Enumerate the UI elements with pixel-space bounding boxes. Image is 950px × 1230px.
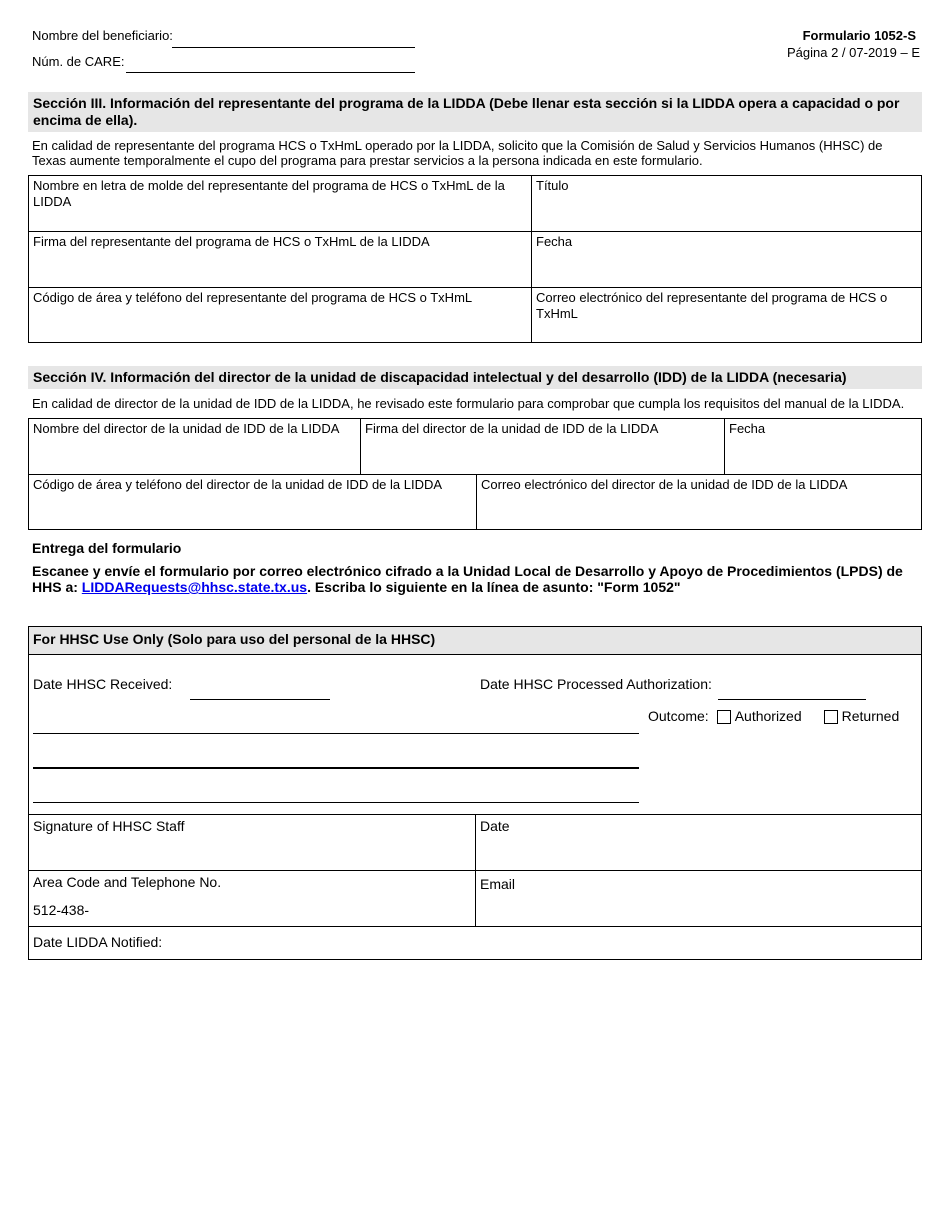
rep-title-field[interactable]: [532, 176, 922, 231]
outcome-row: [648, 708, 899, 724]
date-received-field[interactable]: [190, 699, 330, 700]
staff-email-label: Email: [480, 876, 516, 892]
submission-text-after: . Escriba lo siguiente en la línea de asunto: "Form 1052": [307, 579, 681, 595]
director-email-label: Correo electrónico del director de la unidad de IDD de la LIDDA: [481, 477, 848, 492]
notes-line-2[interactable]: [33, 767, 639, 769]
director-name-field[interactable]: [29, 419, 360, 474]
section4-intro: En calidad de director de la unidad de IDD de la LIDDA, he revisado este formulario para comprobar que cumpla los requisitos del manual de la LIDDA.: [32, 396, 905, 411]
director-signature-label: Firma del director de la unidad de IDD de la LIDDA: [365, 421, 659, 436]
director-email-field[interactable]: [477, 475, 922, 529]
rep-phone-field[interactable]: [29, 288, 531, 342]
returned-checkbox[interactable]: [824, 710, 838, 724]
submission-text-before: Escanee y envíe el formulario por correo electrónico cifrado a la Unidad Local de Desarrollo y Apoyo de Procedimientos (LPDS) de HHS a:: [32, 563, 903, 595]
form-id: Formulario 1052-S: [802, 28, 916, 43]
rep-signature-field[interactable]: [29, 232, 531, 287]
submission-instructions: [32, 563, 912, 595]
date-lidda-label: Date LIDDA Notified:: [33, 934, 163, 950]
staff-phone-label: Area Code and Telephone No.: [33, 874, 222, 890]
director-date-field[interactable]: [725, 419, 922, 474]
section3-intro: En calidad de representante del programa HCS o TxHmL operado por la LIDDA, solicito que la Comisión de Salud y Servicios Humanos (HHSC) de Texas aumente temporalmente el cupo del programa para prestar servicios a la persona indicada en este formulario.: [32, 138, 883, 168]
rep-email-field[interactable]: [532, 288, 922, 342]
section3-grid: [28, 175, 922, 343]
notes-line-1[interactable]: [33, 733, 639, 734]
section3-title: Sección III. Información del representante del programa de la LIDDA (Debe llenar esta sección si la LIDDA opera a capacidad o por encima de ella).: [28, 92, 922, 132]
rep-name-label: Nombre en letra de molde del representante del programa de HCS o TxHmL de la LIDDA: [33, 178, 505, 209]
director-phone-label: Código de área y teléfono del director de la unidad de IDD de la LIDDA: [33, 477, 443, 492]
date-processed-label: Date HHSC Processed Authorization:: [480, 676, 712, 692]
rep-phone-label: Código de área y teléfono del representante del programa de HCS o TxHmL: [33, 290, 473, 305]
rep-name-field[interactable]: [29, 176, 531, 231]
rep-title-label: Título: [536, 178, 569, 193]
staff-date-field[interactable]: [476, 816, 921, 870]
notes-line-3[interactable]: [33, 802, 639, 803]
date-received-label: Date HHSC Received:: [33, 676, 173, 692]
submission-heading: Entrega del formulario: [32, 540, 182, 556]
rep-signature-label: Firma del representante del programa de HCS o TxHmL de la LIDDA: [33, 234, 430, 249]
authorized-label: Authorized: [734, 708, 802, 724]
submission-email-link[interactable]: LIDDARequests@hhsc.state.tx.us: [81, 579, 308, 595]
director-date-label: Fecha: [729, 421, 766, 436]
staff-phone-field[interactable]: [29, 871, 475, 926]
returned-label: Returned: [841, 708, 900, 724]
hhsc-box: [28, 626, 922, 960]
staff-date-label: Date: [480, 818, 510, 834]
section4-grid: [28, 418, 922, 530]
rep-email-label: Correo electrónico del representante del programa de HCS o TxHmL: [536, 290, 888, 321]
staff-signature-label: Signature of HHSC Staff: [33, 818, 185, 834]
staff-email-field[interactable]: [476, 871, 921, 926]
rep-date-field[interactable]: [532, 232, 922, 287]
hhsc-title: For HHSC Use Only (Solo para uso del personal de la HHSC): [29, 627, 921, 655]
staff-signature-field[interactable]: [29, 816, 475, 870]
director-name-label: Nombre del director de la unidad de IDD de la LIDDA: [33, 421, 340, 436]
date-lidda-field[interactable]: [29, 927, 921, 959]
care-number-field[interactable]: [126, 72, 415, 73]
authorized-checkbox[interactable]: [717, 710, 731, 724]
director-phone-field[interactable]: [29, 475, 476, 529]
staff-phone-value: 512-438-: [33, 902, 90, 918]
beneficiary-name-field[interactable]: [172, 47, 415, 48]
director-signature-field[interactable]: [361, 419, 724, 474]
date-processed-field[interactable]: [718, 699, 866, 700]
page-info: Página 2 / 07-2019 – E: [787, 45, 920, 60]
section4-title: Sección IV. Información del director de la unidad de discapacidad intelectual y del desarrollo (IDD) de la LIDDA (necesaria): [28, 366, 922, 389]
beneficiary-label: Nombre del beneficiario:: [32, 28, 173, 43]
outcome-label: Outcome:: [648, 708, 709, 724]
care-label: Núm. de CARE:: [32, 54, 125, 69]
rep-date-label: Fecha: [536, 234, 573, 249]
